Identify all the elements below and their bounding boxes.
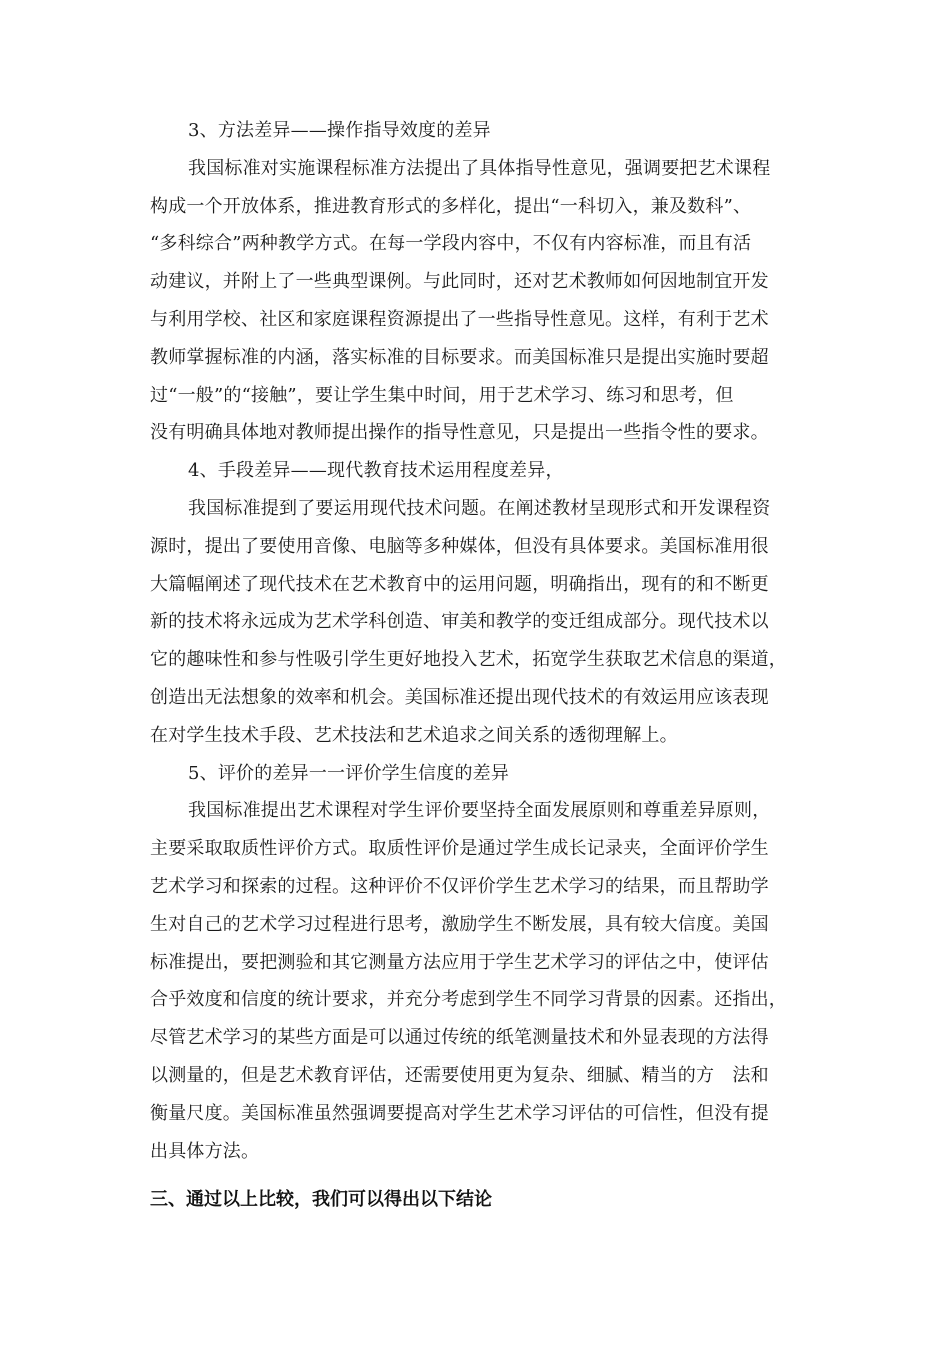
paragraph-line: 源时，提出了要使用音像、电脑等多种媒体，但没有具体要求。美国标准用很 — [150, 535, 769, 557]
paragraph-line: 艺术学习和探索的过程。这种评价不仅评价学生艺术学习的结果，而且帮助学 — [150, 875, 769, 897]
paragraph-line: 教师掌握标准的内涵，落实标准的目标要求。而美国标准只是提出实施时要超 — [150, 346, 769, 368]
paragraph-line: 新的技术将永远成为艺术学科创造、审美和教学的变迁组成部分。现代技术以 — [150, 611, 769, 633]
section-heading-5: 5、评价的差异一一评价学生信度的差异 — [188, 762, 510, 784]
paragraph-line: 过“一般”的“接触”，要让学生集中时间，用于艺术学习、练习和思考，但 — [150, 384, 734, 406]
paragraph-line: 我国标准提到了要运用现代技术问题。在阐述教材呈现形式和开发课程资 — [188, 497, 771, 519]
paragraph-line: 没有明确具体地对教师提出操作的指导性意见，只是提出一些指令性的要求。 — [150, 422, 769, 444]
paragraph-line: 合乎效度和信度的统计要求，并充分考虑到学生不同学习背景的因素。还指出， — [150, 989, 787, 1011]
paragraph-line: 标准提出，要把测验和其它测量方法应用于学生艺术学习的评估之中，使评估 — [150, 951, 769, 973]
paragraph-line: 我国标准对实施课程标准方法提出了具体指导性意见，强调要把艺术课程 — [188, 157, 771, 179]
section-heading-3: 3、方法差异——操作指导效度的差异 — [188, 120, 491, 141]
paragraph-line: 尽管艺术学习的某些方面是可以通过传统的纸笔测量技术和外显表现的方法得 — [150, 1027, 769, 1049]
paragraph-line: “多科综合”两种教学方式。在每一学段内容中，不仅有内容标准，而且有活 — [150, 233, 752, 255]
paragraph-line: 我国标准提出艺术课程对学生评价要坚持全面发展原则和尊重差异原则， — [188, 800, 771, 822]
paragraph-line: 出具体方法。 — [150, 1140, 260, 1162]
paragraph-line: 在对学生技术手段、艺术技法和艺术追求之间关系的透彻理解上。 — [150, 724, 678, 746]
document-body — [150, 112, 810, 1170]
paragraph-line: 创造出无法想象的效率和机会。美国标准还提出现代技术的有效运用应该表现 — [150, 686, 769, 708]
section-heading-conclusion: 三、通过以上比较，我们可以得出以下结论 — [150, 1189, 492, 1210]
paragraph-line: 生对自己的艺术学习过程进行思考，激励学生不断发展，具有较大信度。美国 — [150, 913, 769, 935]
paragraph-line: 大篇幅阐述了现代技术在艺术教育中的运用问题，明确指出，现有的和不断更 — [150, 573, 769, 595]
paragraph-line: 衡量尺度。美国标准虽然强调要提高对学生艺术学习评估的可信性，但没有提 — [150, 1102, 769, 1124]
paragraph-line: 以测量的，但是艺术教育评估，还需要使用更为复杂、细腻、精当的方 法和 — [150, 1064, 769, 1086]
section-heading-4: 4、手段差异——现代教育技术运用程度差异， — [188, 460, 564, 482]
paragraph-line: 构成一个开放体系，推进教育形式的多样化，提出“一科切入，兼及数科”、 — [150, 195, 752, 217]
paragraph-line: 与利用学校、社区和家庭课程资源提出了一些指导性意见。这样，有利于艺术 — [150, 308, 769, 330]
paragraph-line: 动建议，并附上了一些典型课例。与此同时，还对艺术教师如何因地制宜开发 — [150, 271, 769, 293]
paragraph-line: 它的趣味性和参与性吸引学生更好地投入艺术，拓宽学生获取艺术信息的渠道， — [150, 649, 787, 671]
paragraph-line: 主要采取取质性评价方式。取质性评价是通过学生成长记录夹，全面评价学生 — [150, 838, 769, 860]
